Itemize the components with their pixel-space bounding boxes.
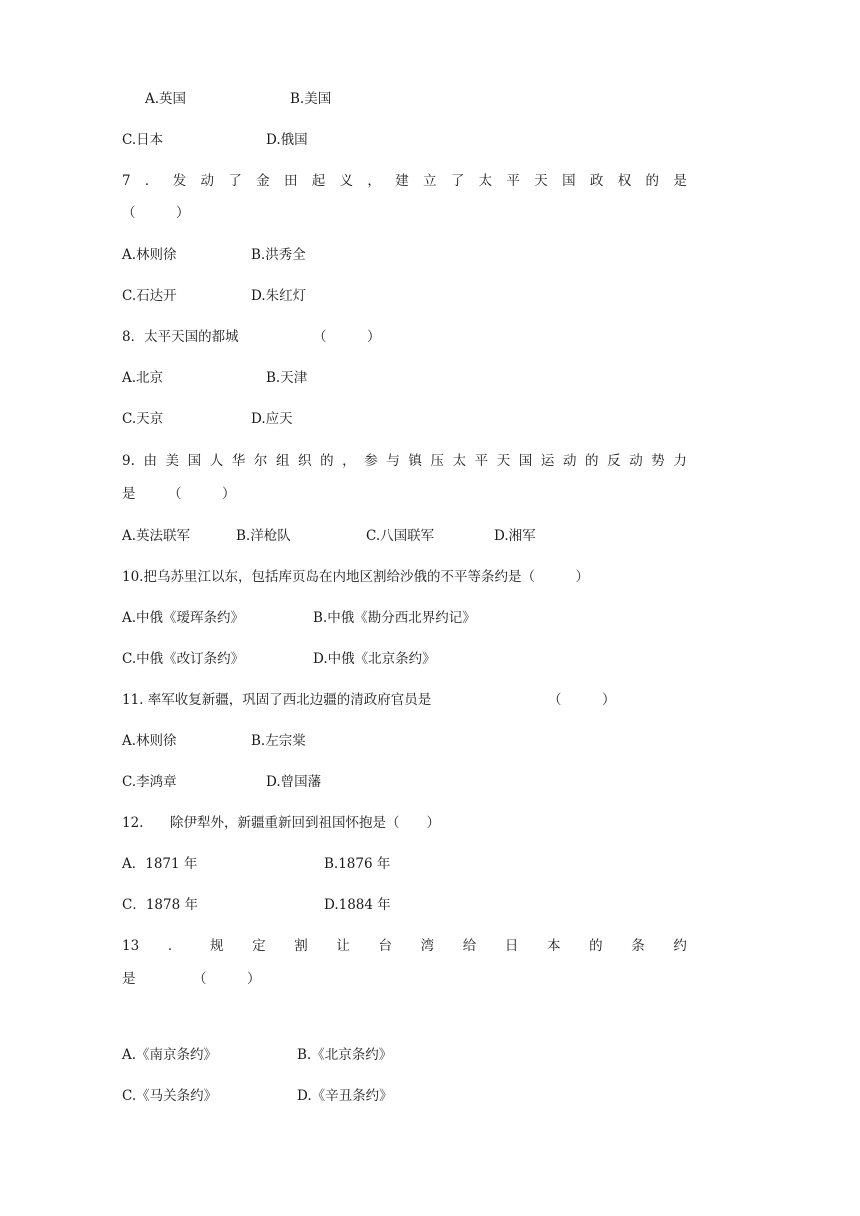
q7-stem-char: 发	[172, 173, 187, 189]
q9-option-c: C.八国联军	[366, 528, 435, 544]
q7-stem-char: 金	[256, 173, 270, 189]
q9-stem-char: 组	[275, 453, 290, 469]
q13-answer-paren: （ ）	[193, 971, 261, 987]
q8-option-c: C.天京	[122, 411, 164, 427]
q7-stem-char: 了	[450, 173, 465, 189]
q7-stem-char: 的	[645, 173, 660, 189]
q12-option-d: D.1884 年	[324, 897, 391, 913]
q13-stem-char: 约	[673, 938, 687, 954]
q13-option-d: D.《辛丑条约》	[297, 1088, 393, 1104]
q6-option-c: C.日本	[122, 132, 164, 148]
q9-option-b: B.洋枪队	[236, 528, 291, 544]
q13-stem-char: 割	[294, 938, 308, 954]
q11-option-b: B.左宗棠	[251, 733, 306, 749]
q6-option-a: A.英国	[145, 91, 187, 107]
q13-stem-tail: 是	[122, 971, 136, 987]
q6-option-b: B.美国	[290, 91, 332, 107]
q13-option-a: A.《南京条约》	[122, 1047, 218, 1063]
q11-option-d: D.曾国藩	[266, 774, 322, 790]
q8-stem: 8．太平天国的都城	[122, 329, 239, 345]
q13-stem-char: 给	[462, 938, 477, 954]
q9-option-d: D.湘军	[494, 528, 536, 544]
q8-option-a: A.北京	[122, 370, 164, 386]
q13-stem-char: 台	[378, 938, 392, 954]
q9-stem-char: 美	[165, 453, 180, 469]
q9-stem-char: 力	[673, 453, 687, 469]
q7-stem-char: 太	[478, 173, 493, 189]
q13-stem-char: 日	[504, 938, 519, 954]
q10-option-a: A.中俄《瑷珲条约》	[122, 610, 245, 626]
q7-stem-char: 起	[311, 173, 326, 189]
q9-stem-char: 动	[562, 453, 577, 469]
q9-stem-char: 平	[474, 453, 489, 469]
q13-option-b: B.《北京条约》	[297, 1047, 393, 1063]
q7-stem-char: 7	[122, 173, 131, 189]
q11-stem: 11. 率军收复新疆，巩固了西北边疆的清政府官员是	[122, 692, 432, 708]
q10-option-c: C.中俄《改订条约》	[122, 651, 245, 667]
q13-stem	[122, 937, 687, 955]
q7-stem-char: 建	[395, 173, 409, 189]
q7-option-b: B.洪秀全	[251, 247, 306, 263]
q13-stem-char: 的	[589, 938, 603, 954]
q13-stem-char: 13	[122, 938, 140, 954]
q9-stem-char: 运	[540, 453, 555, 469]
q9-stem-char: 织	[298, 453, 312, 469]
q8-option-d: D.应天	[251, 411, 293, 427]
q7-answer-paren: （ ）	[122, 205, 190, 221]
q7-stem	[122, 172, 687, 190]
q13-stem-char: 规	[209, 938, 224, 954]
q7-option-c: C.石达开	[122, 288, 177, 304]
q7-stem-char: 国	[562, 173, 576, 189]
q7-stem-char: 了	[228, 173, 242, 189]
q11-answer-paren: （ ）	[548, 692, 616, 708]
q6-option-d: D.俄国	[266, 132, 308, 148]
q7-stem-char: 平	[506, 173, 520, 189]
q10-option-d: D.中俄《北京条约》	[313, 651, 436, 667]
q7-stem-char: ．	[144, 173, 159, 189]
q7-stem-char: 田	[283, 173, 298, 189]
q9-stem-tail: 是	[122, 486, 136, 502]
q13-stem-char: 湾	[420, 938, 435, 954]
q8-answer-paren: （ ）	[313, 329, 381, 345]
q10-stem: 10.把乌苏里江以东，包括库页岛在内地区割给沙俄的不平等条约是（ ）	[122, 569, 589, 585]
q12-option-b: B.1876 年	[324, 856, 391, 872]
q11-option-a: A.林则徐	[122, 733, 177, 749]
q9-stem-char: 镇	[408, 453, 422, 469]
q9-stem-char: 与	[386, 453, 400, 469]
q9-answer-paren: （ ）	[168, 486, 236, 502]
q9-stem-char: 动	[629, 453, 643, 469]
q9-stem-char: 参	[364, 453, 378, 469]
q9-stem-char: 国	[187, 453, 202, 469]
q9-stem-char: 由	[143, 453, 157, 469]
q9-stem-char: 9.	[122, 453, 135, 469]
q9-stem-char: 华	[231, 453, 246, 469]
q7-stem-char: ，	[367, 173, 381, 189]
q9-stem-char: 太	[452, 453, 467, 469]
q9-stem-char: 势	[651, 453, 665, 469]
q7-stem-char: 动	[200, 173, 215, 189]
q12-option-c: C．1878 年	[122, 897, 198, 913]
q7-option-d: D.朱红灯	[251, 288, 307, 304]
q11-option-c: C.李鸿章	[122, 774, 177, 790]
q9-stem-char: 反	[607, 453, 621, 469]
q13-stem-char: 条	[631, 938, 645, 954]
q7-stem-char: 天	[534, 173, 548, 189]
q12-stem: 除伊犁外，新疆重新回到祖国怀抱是（ ）	[170, 815, 440, 831]
q12-number: 12.	[122, 815, 144, 831]
q9-stem-char: 的	[585, 453, 599, 469]
q7-stem-char: 义	[339, 173, 354, 189]
q8-option-b: B.天津	[266, 370, 308, 386]
q10-option-b: B.中俄《勘分西北界约记》	[313, 610, 476, 626]
q13-stem-char: ．	[167, 938, 182, 954]
q13-stem-char: 本	[546, 938, 561, 954]
q9-stem-char: 国	[518, 453, 533, 469]
q9-stem-char: 人	[209, 453, 224, 469]
q13-option-c: C.《马关条约》	[122, 1088, 218, 1104]
q9-stem	[122, 452, 687, 470]
q7-stem-char: 立	[423, 173, 437, 189]
q9-stem-char: 尔	[253, 453, 268, 469]
q7-option-a: A.林则徐	[122, 247, 177, 263]
q9-stem-char: 压	[430, 453, 444, 469]
q9-stem-char: 天	[496, 453, 511, 469]
q7-stem-char: 是	[673, 173, 687, 189]
q7-stem-char: 政	[589, 173, 604, 189]
q13-stem-char: 定	[252, 938, 266, 954]
q12-option-a: A．1871 年	[122, 856, 198, 872]
q9-stem-char: 的	[320, 453, 334, 469]
q7-stem-char: 权	[617, 173, 632, 189]
q13-stem-char: 让	[336, 938, 350, 954]
q9-option-a: A.英法联军	[122, 528, 191, 544]
q9-stem-char: ，	[342, 453, 356, 469]
